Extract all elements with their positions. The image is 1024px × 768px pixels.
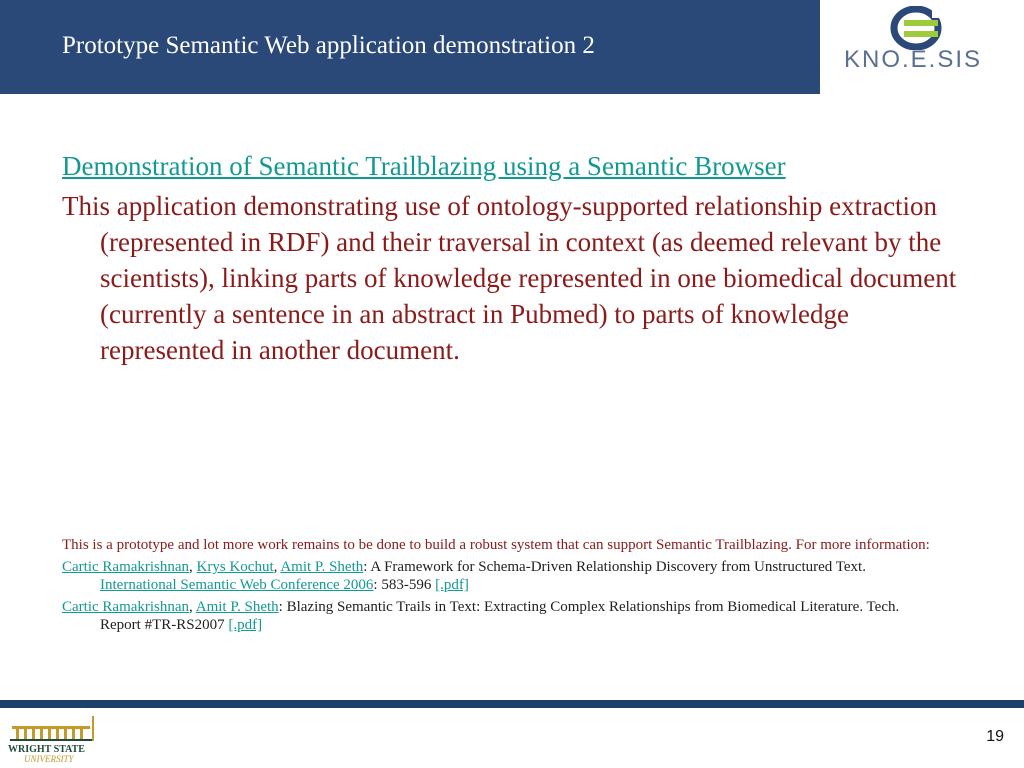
venue-link[interactable]: International Semantic Web Conference 2006: [100, 577, 374, 593]
reference-text: : Blazing Semantic Trails in Text: Extracting Complex Relationships from Biomedical Literature. Tech. Report #TR-RS2007: [100, 599, 900, 633]
pages-text: : 583-596: [373, 577, 436, 593]
author-link[interactable]: Amit P. Sheth: [195, 599, 279, 615]
footer-bar: [0, 700, 1024, 708]
wsu-university: UNIVERSITY: [24, 754, 74, 764]
author-link[interactable]: Krys Kochut: [196, 559, 274, 575]
knoesis-logo-text: KNO.E.SIS: [844, 46, 983, 73]
separator: ,: [189, 599, 196, 615]
pdf-link[interactable]: [.pdf]: [435, 577, 469, 593]
references-section: [62, 536, 942, 638]
demo-link[interactable]: Demonstration of Semantic Trailblazing using a Semantic Browser: [62, 151, 786, 181]
author-link[interactable]: Cartic Ramakrishnan: [62, 559, 190, 575]
knoesis-logo-icon: [886, 6, 946, 50]
wright-state-logo: [6, 712, 106, 764]
separator: ,: [189, 559, 197, 575]
reference-1: [62, 558, 942, 594]
slide-title: Prototype Semantic Web application demonstration 2: [62, 32, 595, 59]
knoesis-logo: [820, 0, 1024, 94]
demo-description: This application demonstrating use of ontology-supported relationship extraction (represented in RDF) and their traversal in context (as deemed relevant by the scientists), linking parts of knowledge represented in one biomedical document (currently a sentence in an abstract in Pubmed) to parts of knowledge represented in another document.: [62, 191, 957, 365]
prototype-note: This is a prototype and lot more work remains to be done to build a robust system that can support Semantic Trailblazing. For more information:: [62, 537, 930, 553]
demo-heading: [62, 148, 968, 184]
reference-2: [62, 598, 942, 634]
main-content: [62, 148, 968, 368]
wsu-name: WRIGHT STATE: [8, 744, 85, 755]
separator: ,: [273, 559, 281, 575]
author-link[interactable]: Amit P. Sheth: [280, 559, 364, 575]
pdf-link[interactable]: [.pdf]: [228, 617, 263, 633]
page-number: 19: [986, 728, 1004, 745]
header-bar: [0, 0, 1024, 94]
reference-text: : A Framework for Schema-Driven Relationship Discovery from Unstructured Text.: [363, 559, 866, 575]
wright-state-building-icon: [6, 712, 106, 764]
author-link[interactable]: Cartic Ramakrishnan: [62, 599, 190, 615]
